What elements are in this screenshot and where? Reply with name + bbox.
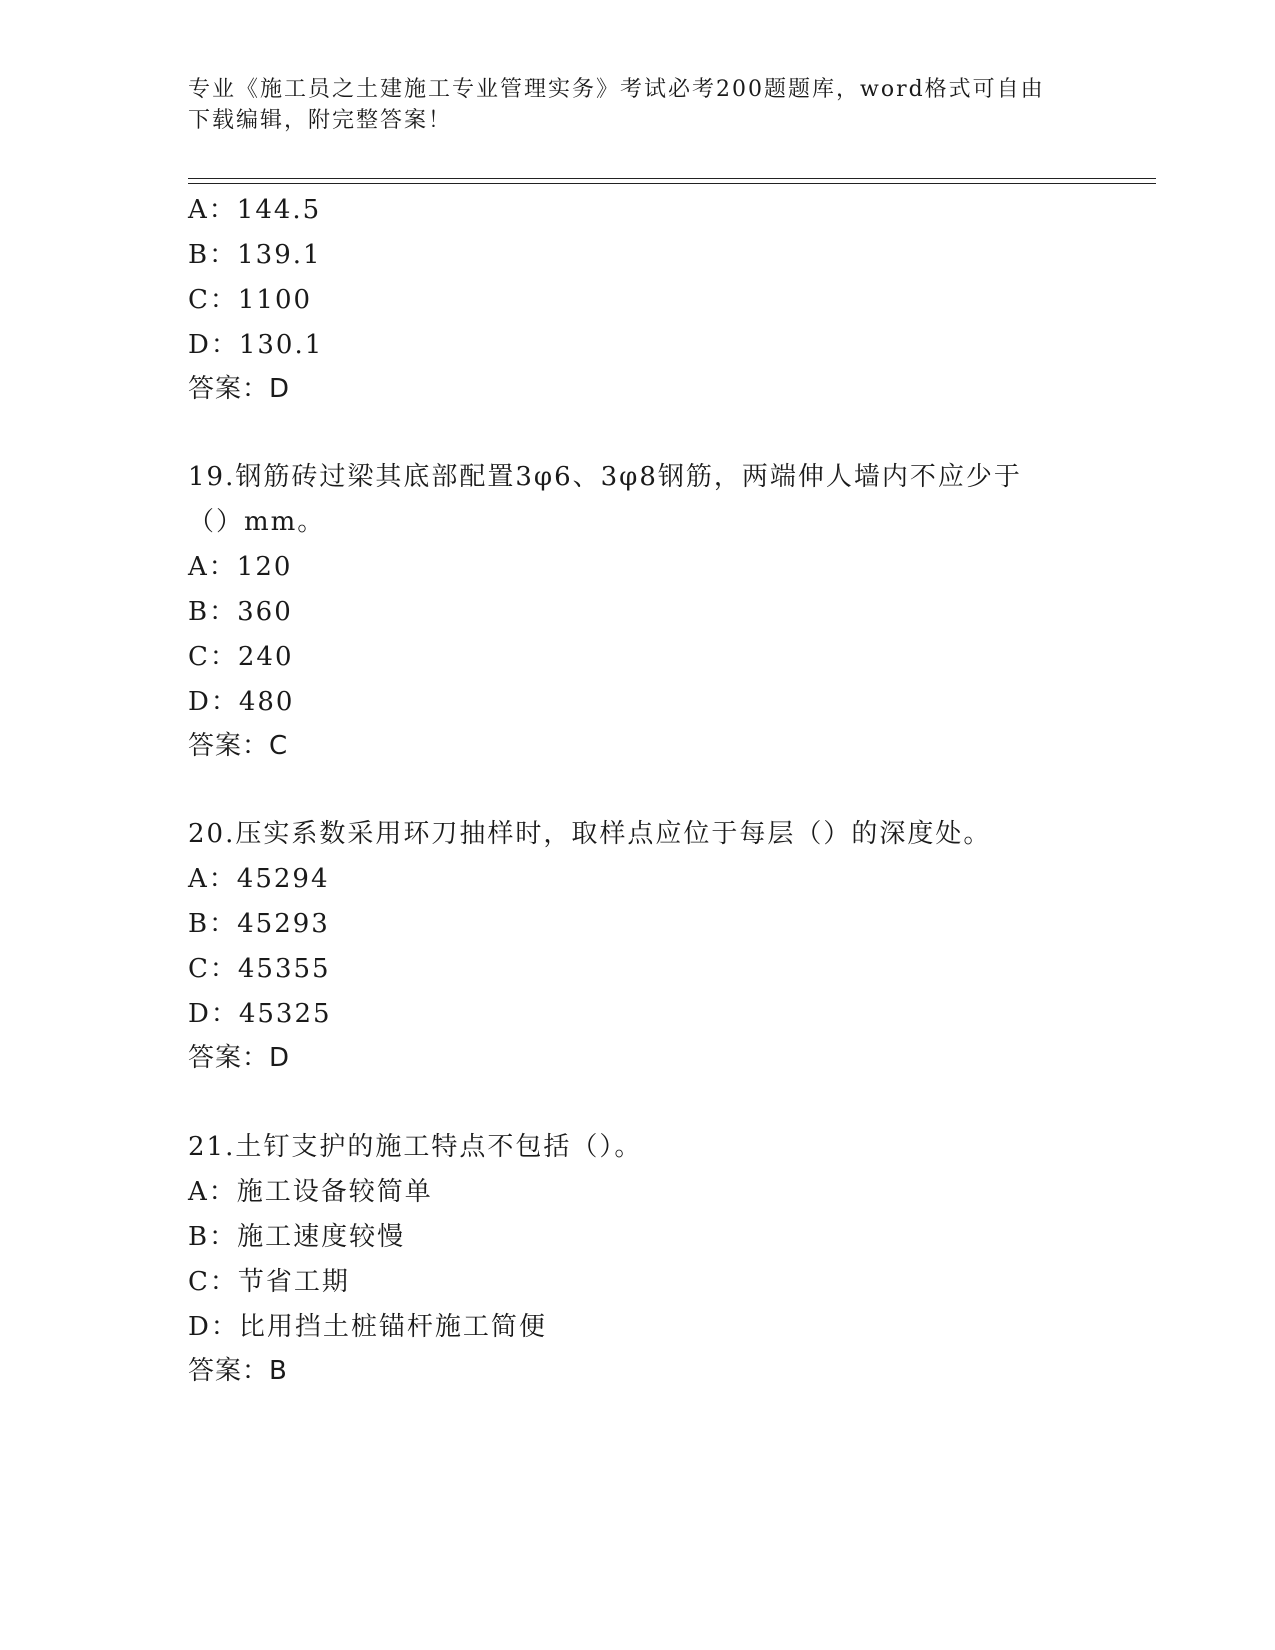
option-c: C：45355 [188, 954, 331, 984]
header-divider-bottom [188, 183, 1156, 184]
option-c: C：节省工期 [188, 1267, 350, 1297]
answer: 答案：B [188, 1356, 288, 1386]
option-c: C：1100 [188, 285, 313, 315]
answer: 答案：D [188, 1043, 291, 1073]
option-d: D：比用挡土桩锚杆施工简便 [188, 1312, 547, 1342]
option-c: C：240 [188, 642, 294, 672]
question-stem: 20.压实系数采用环刀抽样时，取样点应位于每层（）的深度处。 [188, 819, 992, 849]
option-b: B：360 [188, 597, 293, 627]
option-d: D：130.1 [188, 330, 324, 360]
option-b: B：45293 [188, 909, 330, 939]
option-b: B：施工速度较慢 [188, 1222, 406, 1252]
question-stem: 19.钢筋砖过梁其底部配置3φ6、3φ8钢筋，两端伸人墙内不应少于 [188, 462, 1022, 492]
answer: 答案：D [188, 374, 291, 404]
option-a: A：45294 [188, 864, 330, 894]
header-line-1: 专业《施工员之土建施工专业管理实务》考试必考200题题库，word格式可自由 [188, 77, 1045, 102]
question-stem-continued: （）mm。 [188, 507, 326, 537]
answer: 答案：C [188, 731, 289, 761]
option-b: B：139.1 [188, 240, 322, 270]
option-d: D：480 [188, 687, 295, 717]
header-divider-top [188, 178, 1156, 179]
question-stem: 21.土钉支护的施工特点不包括（）。 [188, 1132, 643, 1162]
option-a: A：120 [188, 552, 293, 582]
option-d: D：45325 [188, 999, 332, 1029]
header-line-2: 下载编辑，附完整答案！ [188, 108, 453, 133]
option-a: A：144.5 [188, 195, 322, 225]
option-a: A：施工设备较简单 [188, 1177, 433, 1207]
document-header [188, 74, 1088, 136]
